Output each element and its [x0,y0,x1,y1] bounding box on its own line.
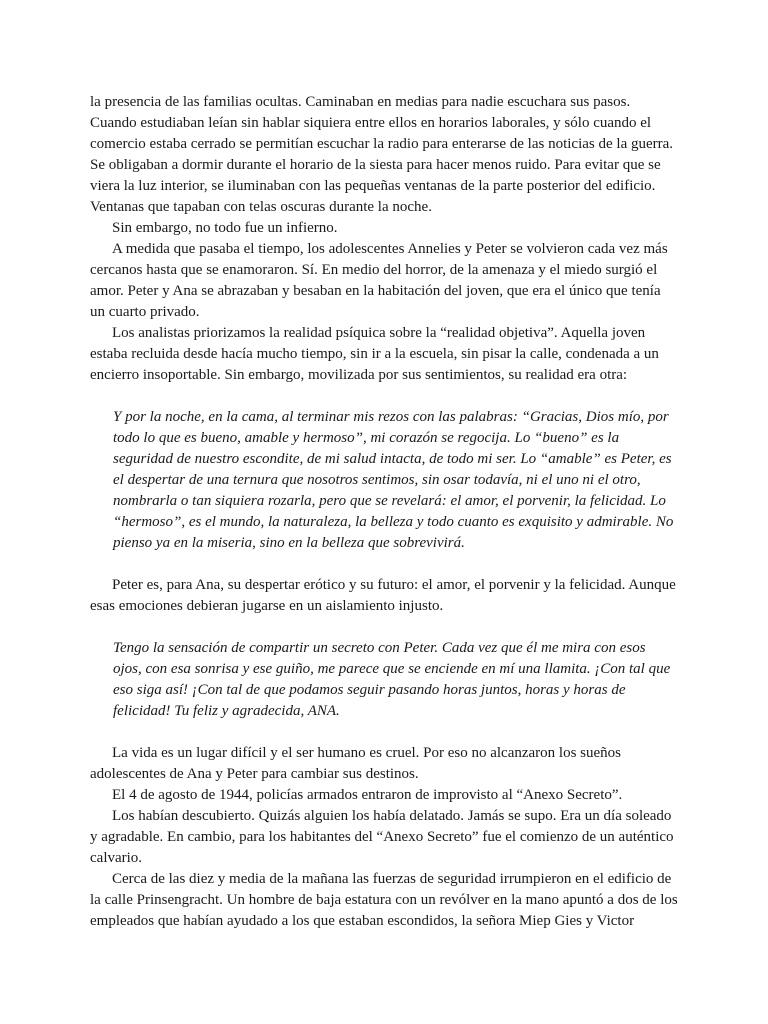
paragraph: Peter es, para Ana, su despertar erótico y su futuro: el amor, el porvenir y la felicidad. Aunque esas emociones debieran jugarse en un aislamiento injusto. [90,577,676,614]
paragraph: Sin embargo, no todo fue un infierno. [112,220,338,236]
paragraph: la presencia de las familias ocultas. Caminaban en medias para nadie escuchara sus pasos. Cuando estudiaban leían sin hablar siquiera entre ellos en horarios laborales, y sólo cuando el comercio estaba cerrado se permitían escuchar la radio para enterarse de las noticias de la guerra. Se obligaban a dormir durante el horario de la siesta para hacer menos ruido. Para evitar que se viera la luz interior, se iluminaban con las pequeñas ventanas de la parte posterior del edificio. Ventanas que tapaban con telas oscuras durante la noche. [90,94,674,215]
paragraph: Los analistas priorizamos la realidad psíquica sobre la “realidad objetiva”. Aquella joven estaba recluida desde hacía mucho tiempo, sin ir a la escuela, sin pisar la calle, condenada a un encierro insoportable. Sin embargo, movilizada por sus sentimientos, su realidad era otra: [90,325,659,383]
paragraph: A medida que pasaba el tiempo, los adolescentes Annelies y Peter se volvieron cada vez más cercanos hasta que se enamoraron. Sí. En medio del horror, de la amenaza y el miedo surgió el amor. Peter y Ana se abrazaban y besaban en la habitación del joven, que era el único que tenía un cuarto privado. [90,241,668,320]
document-page [90,92,678,932]
paragraph: La vida es un lugar difícil y el ser humano es cruel. Por eso no alcanzaron los sueños adolescentes de Ana y Peter para cambiar sus destinos. [90,745,622,782]
block-quote: Tengo la sensación de compartir un secreto con Peter. Cada vez que él me mira con esos ojos, con esa sonrisa y ese guiño, me parece que se enciende en mí una llamita. ¡Con tal que eso siga así! ¡Con tal de que podamos seguir pasando horas juntos, horas y horas de felicidad! Tu feliz y agradecida, ANA. [113,640,671,719]
block-quote: Y por la noche, en la cama, al terminar mis rezos con las palabras: “Gracias, Dios mío, por todo lo que es bueno, amable y hermoso”, mi corazón se regocija. Lo “bueno” es la seguridad de nuestro escondite, de mi salud intacta, de todo mi ser. Lo “amable” es Peter, es el despertar de una ternura que nosotros sentimos, sin osar todavía, ni el uno ni el otro, nombrarla o tan siquiera rozarla, pero que se revelará: el amor, el porvenir, la felicidad. Lo “hermoso”, es el mundo, la naturaleza, la belleza y todo cuanto es exquisito y admirable. No pienso ya en la miseria, sino en la belleza que sobrevivirá. [113,409,674,551]
paragraph: El 4 de agosto de 1944, policías armados entraron de improvisto al “Anexo Secreto”. [112,787,623,803]
paragraph: Cerca de las diez y media de la mañana las fuerzas de seguridad irrumpieron en el edificio de la calle Prinsengracht. Un hombre de baja estatura con un revólver en la mano apuntó a dos de los empleados que habían ayudado a los que estaban escondidos, la señora Miep Gies y Victor [90,871,678,929]
paragraph: Los habían descubierto. Quizás alguien los había delatado. Jamás se supo. Era un día soleado y agradable. En cambio, para los habitantes del “Anexo Secreto” fue el comienzo de un auténtico calvario. [90,808,674,866]
